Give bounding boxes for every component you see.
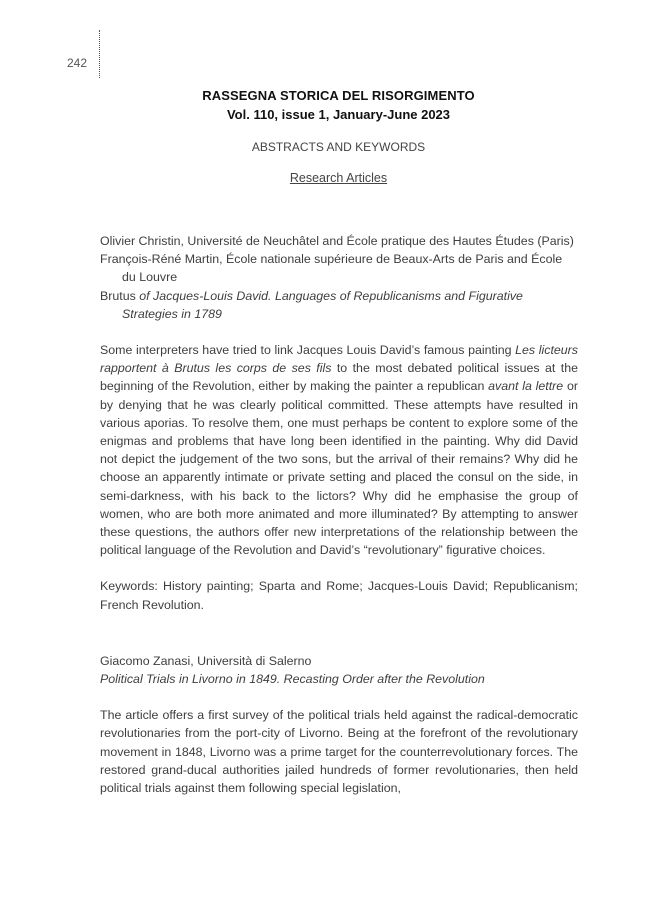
author-line: Olivier Christin, Université de Neuchâtel and École pratique des Hautes Études (Paris) — [100, 234, 574, 248]
journal-title: RASSEGNA STORICA DEL RISORGIMENTO — [202, 88, 475, 103]
abstract-text: or by denying that he was clearly political committed. These attempts have resulted in various aporias. To resolve them, one must perhaps be content to explore some of the enigmas and problems that have long been identified in the painting. Why did David not depict the judgement of the two sons, but the arrival of their remains? Why did he choose an apparently intimate or private setting and placed the consul on the side, in semi-darkness, with his back to the lictors? Why did he emphasise the group of women, who are both more animated and more illuminated? By attempting to answer these questions, the authors offer new interpretations of the relationship between the political language of the Revolution and David’s “revolutionary” figurative choices. — [100, 379, 579, 558]
margin-rule — [99, 30, 100, 78]
abstract-text: Some interpreters have tried to link Jacques Louis David’s famous painting — [100, 343, 516, 358]
abstract-paragraph — [100, 341, 578, 559]
article-title-prefix: Brutus — [100, 288, 136, 303]
article-block — [100, 232, 578, 614]
section-heading: ABSTRACTS AND KEYWORDS — [251, 140, 426, 154]
article-title — [100, 287, 578, 323]
keywords: Keywords: History painting; Sparta and Rome; Jacques-Louis David; Republicanism; French Revolution. — [100, 579, 578, 612]
page-number: 242 — [67, 56, 88, 70]
article-title-italic: of Jacques-Louis David. Languages of Republicanisms and Figurative Strategies in 1789 — [122, 288, 523, 321]
author-line: François-Réné Martin, École nationale supérieure de Beaux-Arts de Paris and École du Louvre — [100, 252, 563, 285]
author-line: Giacomo Zanasi, Università di Salerno — [100, 653, 312, 668]
article-title — [100, 670, 578, 688]
painting-title: Les licteurs rapportent à Brutus les corps de ses fils — [100, 343, 579, 376]
subsection-heading: Research Articles — [289, 171, 388, 185]
article-block — [100, 652, 578, 797]
journal-volume: Vol. 110, issue 1, January-June 2023 — [226, 107, 451, 122]
page-content — [100, 232, 578, 797]
page-header — [100, 86, 577, 186]
article-title-italic: Political Trials in Livorno in 1849. Recasting Order after the Revolution — [100, 672, 485, 687]
abstract-text: to the most debated political issues at the beginning of the Revolution, either by making the painter a republican — [100, 361, 578, 394]
abstract-paragraph: The article offers a first survey of the political trials held against the radical-democratic revolutionaries from the port-city of Livorno. Being at the forefront of the revolutionary movement in 1848, Livorno was a prime target for the counterrevolutionary forces. The restored grand-ducal authorities jailed hundreds of former revolutionaries, then held political trials against them following special legislation, — [100, 708, 578, 796]
abstract-italic-phrase: avant la lettre — [488, 379, 564, 394]
